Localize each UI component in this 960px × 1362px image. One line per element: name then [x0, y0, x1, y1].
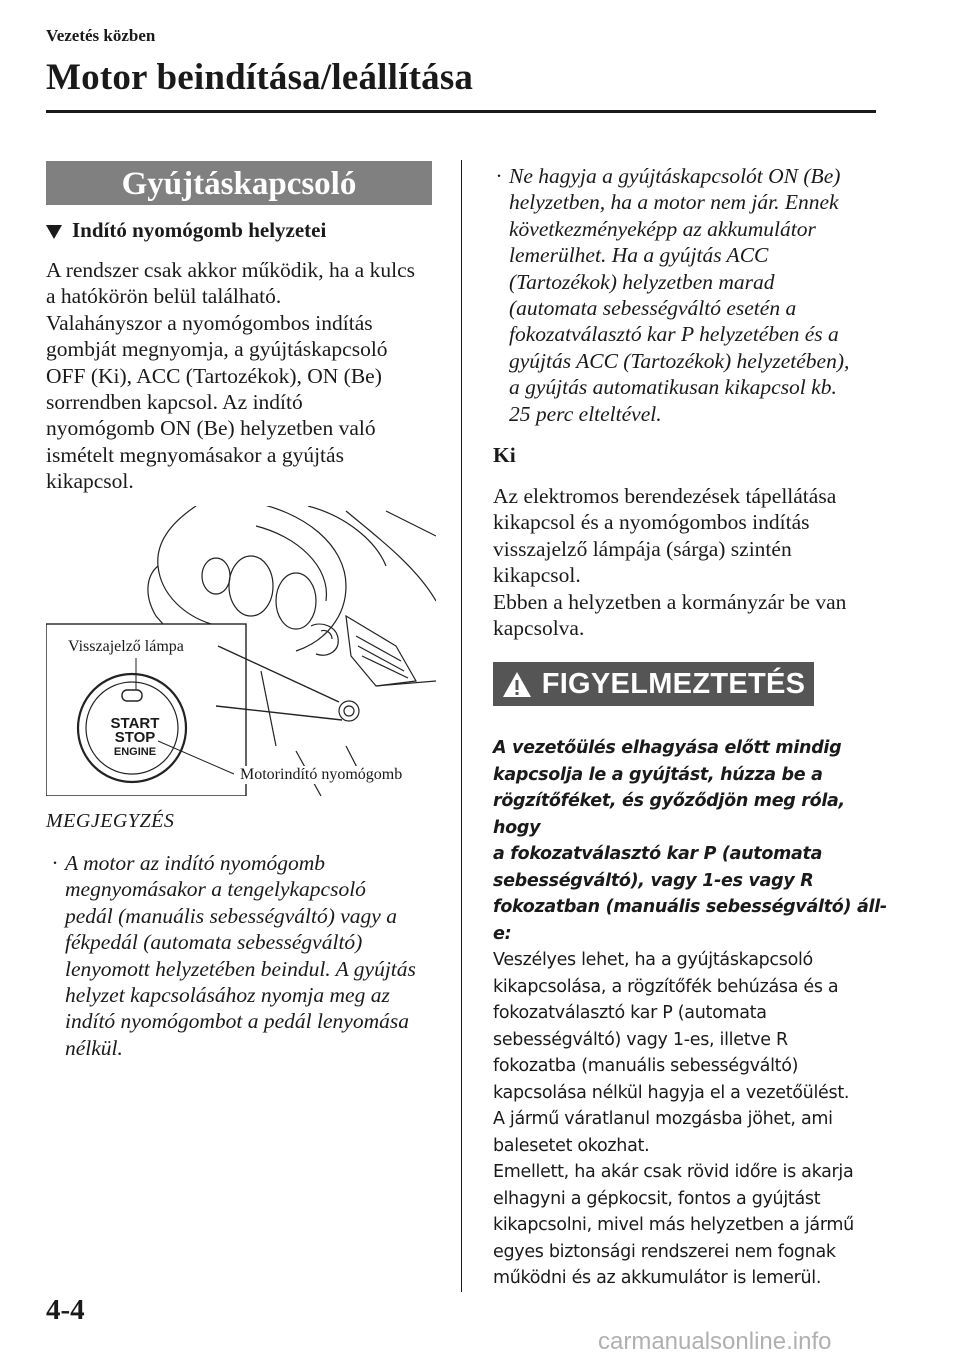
text-line: Az elektromos berendezések tápellátása [493, 484, 837, 508]
note-heading: MEGJEGYZÉS [46, 810, 175, 832]
subheading-text: Indító nyomógomb helyzetei [72, 218, 327, 242]
text-line: sorrendben kapcsol. Az indító [46, 390, 303, 415]
label-start-button: Motorindító nyomógomb [240, 766, 403, 783]
warning-bold-line: sebességváltó), vagy 1-es vagy R [493, 870, 814, 891]
ki-paragraph [493, 483, 873, 641]
warning-label: FIGYELMEZTETÉS [541, 667, 806, 700]
start-button-illustration [46, 506, 436, 796]
label-indicator-lamp: Visszajelző lámpa [68, 638, 184, 655]
section-label: Vezetés közben [46, 26, 156, 45]
text-line: A rendszer csak akkor működik, ha a kulcs [46, 258, 415, 282]
indicator-lamp [122, 690, 142, 701]
triangle-marker-icon [46, 225, 62, 239]
warning-line: Emellett, ha akár csak rövid időre is akarja [493, 1162, 854, 1182]
text-line: Valahányszor a nyomógombos indítás [46, 310, 373, 335]
note-bullet-continued [496, 163, 879, 427]
warning-bold-line: a fokozatválasztó kar P (automata [493, 844, 823, 864]
text-line: indító nyomógombot a pedál lenyomása [65, 1009, 409, 1034]
section-banner: Gyújtáskapcsoló [46, 161, 432, 205]
text-line: nélkül. [65, 1035, 123, 1060]
text-line: megnyomásakor a tengelykapcsoló [65, 877, 366, 902]
text-line: pedál (manuális sebességváltó) vagy a [65, 903, 397, 928]
title-divider [46, 110, 876, 113]
text-line: kikapcsol. [493, 563, 581, 588]
subheading [46, 218, 326, 243]
watermark: carmanualsonline.info [598, 1328, 832, 1355]
warning-line: fokozatba (manuális sebességváltó) [493, 1056, 799, 1076]
ki-heading: Ki [493, 443, 516, 467]
text-line: helyzet kapcsolásához nyomja meg az [65, 983, 390, 1008]
text-line: lenyomott helyzetében beindul. A gyújtás [65, 956, 416, 981]
note-bullet [52, 850, 445, 1061]
text-line: ismételt megnyomásakor a gyújtás [46, 442, 344, 467]
warning-bold-line: rögzítőféket, és győződjön meg róla, hogy [493, 791, 845, 838]
text-line: Ebben a helyzetben a kormányzár be van [493, 589, 847, 614]
text-line: nyomógomb ON (Be) helyzetben való [46, 416, 376, 441]
warning-line: kapcsolása nélkül hagyja el a vezetőülést. [493, 1082, 850, 1103]
warning-line: egyes biztonsági rendszerei nem fognak [493, 1241, 836, 1262]
text-line: helyzetben, ha a motor nem jár. Ennek [509, 190, 839, 215]
warning-line: működni és az akkumulátor is lemerül. [493, 1268, 822, 1288]
warning-line: kikapcsolni, mivel más helyzetben a jármű [493, 1215, 854, 1235]
page-title: Motor beindítása/leállítása [46, 57, 474, 98]
text-line: fékpedál (automata sebességváltó) [65, 930, 363, 955]
warning-line: Veszélyes lehet, ha a gyújtáskapcsoló [493, 950, 813, 970]
text-line: a gyújtás automatikusan kikapcsol kb. [509, 375, 837, 400]
text-line: kapcsolva. [493, 616, 585, 641]
warning-text [493, 735, 888, 1292]
warning-line: fokozatválasztó kar P (automata [493, 1003, 767, 1023]
intro-paragraph [46, 257, 446, 495]
warning-bold-line: A vezetőülés elhagyása előtt mindig [493, 738, 842, 758]
warning-line: sebességváltó) vagy 1-es, illetve R [493, 1029, 788, 1050]
text-line: OFF (Ki), ACC (Tartozékok), ON (Be) [46, 363, 382, 388]
warning-banner [493, 662, 814, 706]
text-line: a hatókörön belül található. [46, 284, 282, 309]
warning-line: balesetet okozhat. [493, 1135, 650, 1156]
text-line: Ne hagyja a gyújtáskapcsolót ON (Be) [509, 164, 841, 188]
text-line: A motor az indító nyomógomb [65, 851, 325, 875]
button-text-start: START [110, 715, 160, 732]
bullet-dot-icon: · [496, 164, 502, 188]
text-line: gyújtás ACC (Tartozékok) helyzetében), [509, 348, 850, 373]
button-text-engine: ENGINE [113, 746, 157, 758]
text-line: lemerülhet. Ha a gyújtás ACC [509, 243, 769, 268]
text-line: visszajelző lámpája (sárga) szintén [493, 536, 792, 561]
text-line: fokozatválasztó kar P helyzetében és a [509, 322, 839, 347]
text-line: következményeképp az akkumulátor [509, 216, 816, 241]
text-line: (Tartozékok) helyzetben marad [509, 269, 775, 294]
column-divider [461, 160, 462, 1292]
warning-bold-line: kapcsolja le a gyújtást, húzza be a [493, 764, 823, 785]
warning-bold-line: fokozatban (manuális sebességváltó) áll-e: [493, 897, 887, 944]
bullet-dot-icon: · [52, 851, 58, 875]
warning-line: elhagyni a gépkocsit, fontos a gyújtást [493, 1188, 821, 1209]
text-line: kikapcsol és a nyomógombos indítás [493, 510, 810, 535]
warning-line: A jármű váratlanul mozgásba jöhet, ami [493, 1109, 833, 1129]
page-number: 4-4 [46, 1294, 85, 1326]
text-line: (automata sebességváltó esetén a [509, 296, 797, 321]
text-line: 25 perc elteltével. [509, 401, 662, 426]
text-line: kikapcsol. [46, 469, 134, 494]
warning-icon [502, 671, 532, 698]
warning-line: kikapcsolása, a rögzítőfék behúzása és a [493, 976, 839, 997]
button-text-stop: STOP [114, 729, 156, 746]
text-line: gombját megnyomja, a gyújtáskapcsoló [46, 337, 388, 362]
